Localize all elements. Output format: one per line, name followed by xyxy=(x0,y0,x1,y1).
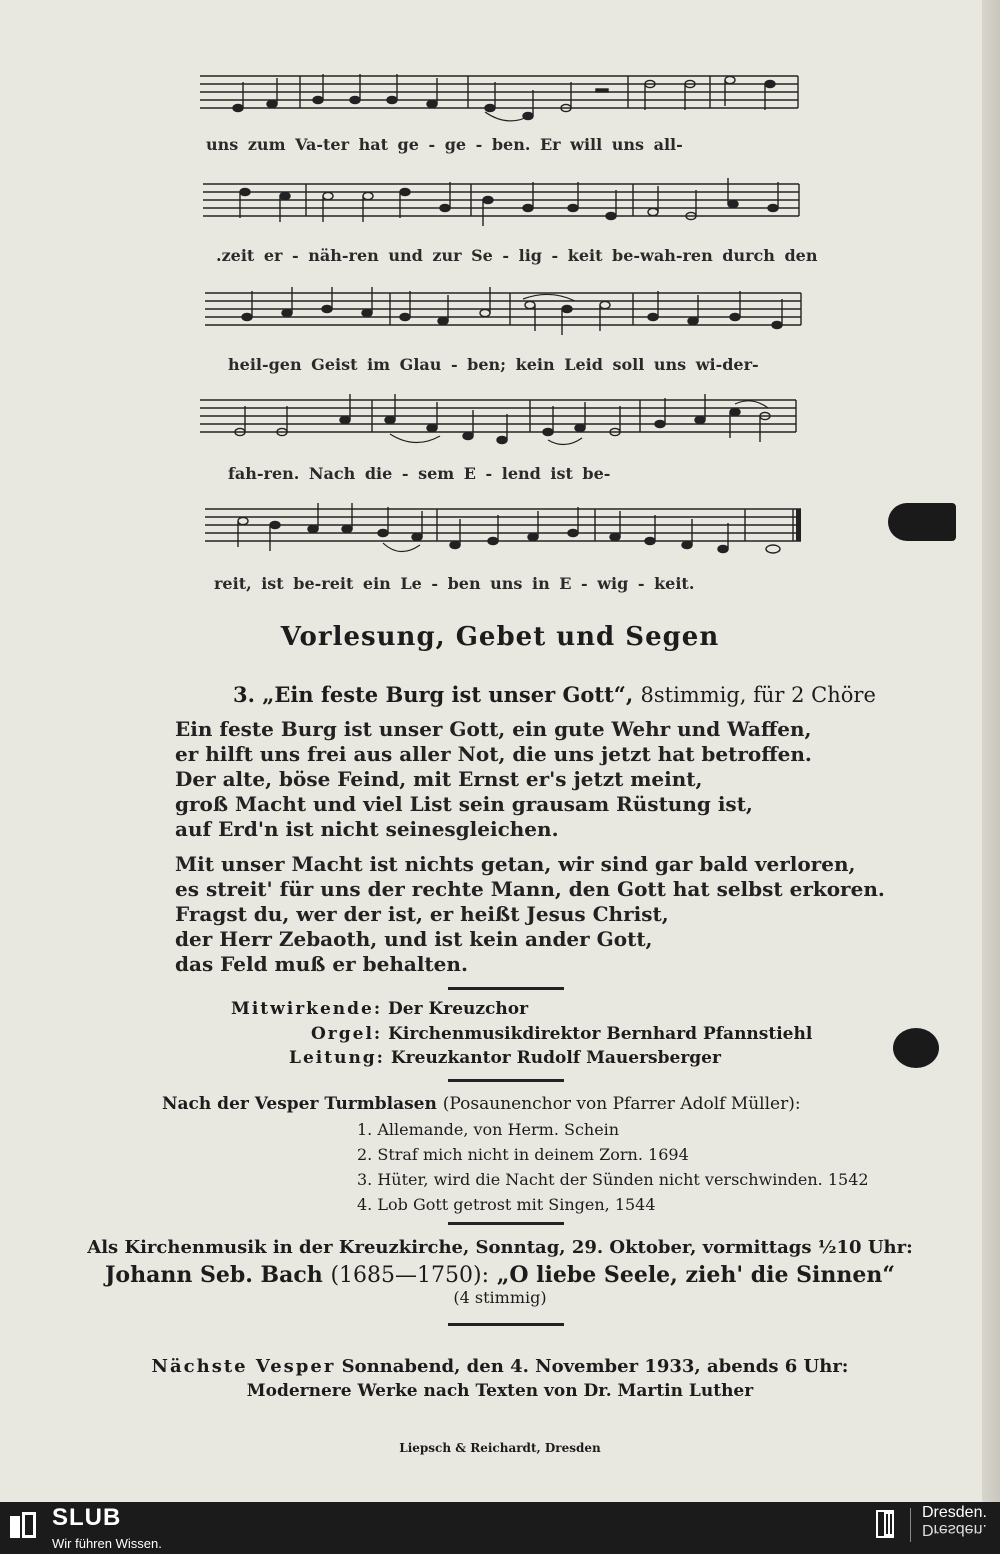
verse-line: Ein feste Burg ist unser Gott, ein gute Wehr und Waffen, xyxy=(175,717,812,741)
work-title: „O liebe Seele, zieh' die Sinnen“ xyxy=(496,1262,896,1288)
dresden-text: Dresden. xyxy=(922,1504,987,1521)
verse-line: Fragst du, wer der ist, er heißt Jesus Christ, xyxy=(175,902,669,926)
viewer-footer xyxy=(0,1502,1000,1554)
printer-imprint: Liepsch & Reichardt, Dresden xyxy=(399,1441,601,1455)
verse-line: das Feld muß er behalten. xyxy=(175,952,468,976)
verse-2 xyxy=(175,852,885,977)
divider xyxy=(448,1079,564,1082)
music-staff-2 xyxy=(203,178,803,238)
tower-title: Nach der Vesper Turmblasen xyxy=(162,1094,437,1114)
credit-value: Der Kreuzchor xyxy=(388,999,529,1019)
verse-1 xyxy=(175,717,812,842)
list-item: 4. Lob Gott getrost mit Singen, 1544 xyxy=(357,1195,656,1214)
music-staff-4 xyxy=(200,394,800,454)
song-title-text: 3. „Ein feste Burg ist unser Gott“, xyxy=(233,682,634,707)
credit-label: Leitung: xyxy=(289,1048,385,1068)
footer-divider xyxy=(910,1508,911,1542)
verse-line: groß Macht und viel List sein grausam Rüstung ist, xyxy=(175,792,753,816)
credit-value: Kirchenmusikdirektor Bernhard Pfannstiehl xyxy=(388,1024,813,1044)
church-music-line: Als Kirchenmusik in der Kreuzkirche, Sonntag, 29. Oktober, vormittags ½10 Uhr: xyxy=(87,1237,913,1258)
next-vesper-label: Nächste Vesper xyxy=(151,1356,336,1377)
composer: Johann Seb. Bach xyxy=(104,1262,323,1288)
verse-line: der Herr Zebaoth, und ist kein ander Gott, xyxy=(175,927,653,951)
composer-years: (1685—1750): xyxy=(330,1263,490,1288)
tower-list xyxy=(357,1117,869,1217)
tower-detail: (Posaunenchor von Pfarrer Adolf Müller): xyxy=(442,1094,801,1114)
credit-conductor xyxy=(289,1048,721,1068)
credit-label: Mitwirkende: xyxy=(231,999,383,1019)
verse-line: er hilft uns frei aus aller Not, die uns jetzt hat betroffen. xyxy=(175,742,812,766)
page-edge xyxy=(982,0,1000,1502)
lyric-line-2: .zeit er - näh-ren und zur Se - lig - keit be-wah-ren durch den xyxy=(216,246,818,265)
song-subtitle: 8stimmig, für 2 Chöre xyxy=(640,683,876,707)
section-heading: Vorlesung, Gebet und Segen xyxy=(280,622,720,652)
credit-label: Orgel: xyxy=(311,1024,383,1044)
credit-value: Kreuzkantor Rudolf Mauersberger xyxy=(390,1048,721,1068)
list-item: 3. Hüter, wird die Nacht der Sünden nicht verschwinden. 1542 xyxy=(357,1170,869,1189)
slub-tagline: Wir führen Wissen. xyxy=(52,1536,162,1551)
punch-hole-top xyxy=(888,503,956,541)
verse-line: Mit unser Macht ist nichts getan, wir sind gar bald verloren, xyxy=(175,852,856,876)
slub-logo-icon[interactable] xyxy=(10,1512,38,1540)
divider xyxy=(448,1323,564,1326)
music-staff-5 xyxy=(205,503,805,563)
next-vesper-date: Sonnabend, den 4. November 1933, abends 6 Uhr: xyxy=(341,1356,849,1377)
lyric-line-1: uns zum Va-ter hat ge - ge - ben. Er will uns all- xyxy=(206,135,683,154)
lyric-line-5: reit, ist be-reit ein Le - ben uns in E - wig - keit. xyxy=(214,574,695,593)
list-item: 2. Straf mich nicht in deinem Zorn. 1694 xyxy=(357,1145,689,1164)
verse-line: auf Erd'n ist nicht seinesgleichen. xyxy=(175,817,559,841)
bach-work xyxy=(0,1262,1000,1288)
next-vesper xyxy=(0,1356,1000,1377)
tower-heading xyxy=(162,1094,801,1114)
verse-line: es streit' für uns der rechte Mann, den Gott hat selbst erkoren. xyxy=(175,877,885,901)
list-item: 1. Allemande, von Herm. Schein xyxy=(357,1120,620,1139)
song-title xyxy=(233,682,876,707)
music-staff-3 xyxy=(205,287,805,347)
slub-brand[interactable]: SLUB xyxy=(52,1504,122,1531)
dresden-crest-icon[interactable] xyxy=(876,1510,894,1538)
music-staff-1 xyxy=(200,70,800,130)
credit-performers xyxy=(231,999,528,1019)
lyric-line-3: heil-gen Geist im Glau - ben; kein Leid soll uns wi-der- xyxy=(228,355,759,374)
dresden-logo[interactable] xyxy=(922,1505,987,1537)
punch-hole-bottom xyxy=(893,1028,939,1068)
divider xyxy=(448,1222,564,1225)
credit-organ xyxy=(311,1024,812,1044)
verse-line: Der alte, böse Feind, mit Ernst er's jetzt meint, xyxy=(175,767,703,791)
next-vesper-theme: Modernere Werke nach Texten von Dr. Martin Luther xyxy=(246,1381,754,1401)
work-voices: (4 stimmig) xyxy=(453,1288,547,1307)
lyric-line-4: fah-ren. Nach die - sem E - lend ist be- xyxy=(228,464,611,483)
divider xyxy=(448,987,564,990)
dresden-reflection: Dresden. xyxy=(922,1521,987,1538)
